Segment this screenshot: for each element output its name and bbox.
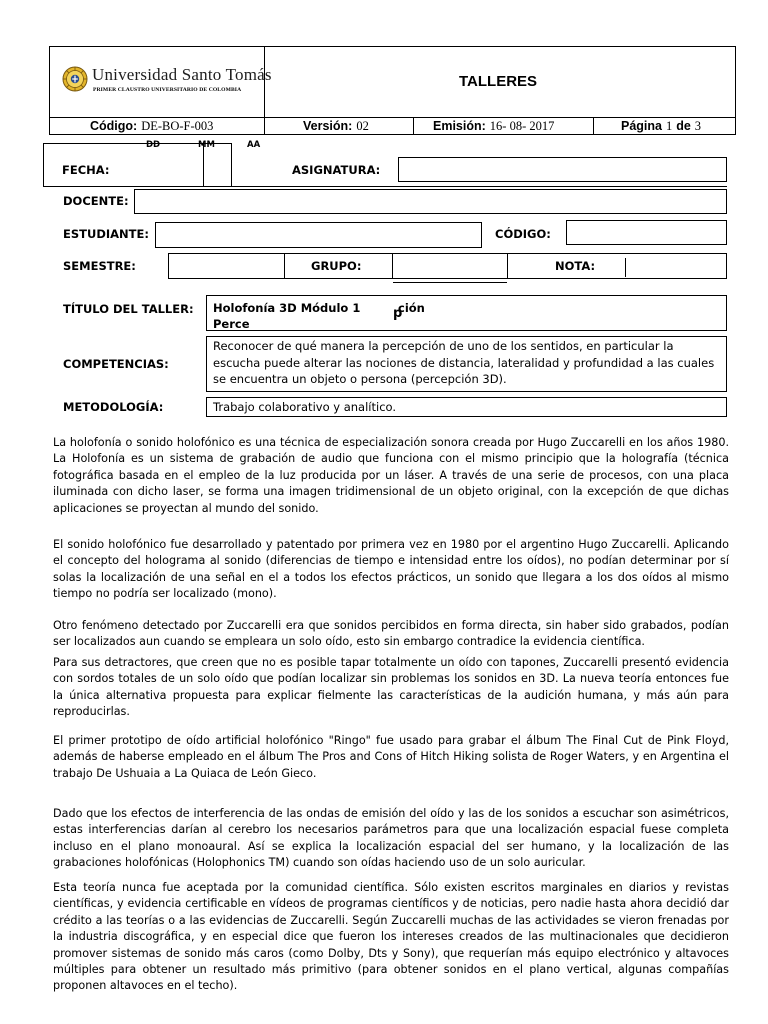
header-divider-3: [593, 117, 594, 135]
version-cell: [303, 118, 369, 134]
codigo-value: DE-BO-F-003: [141, 119, 214, 133]
emision-cell: [433, 118, 554, 134]
version-label: Versión:: [303, 119, 353, 133]
university-name: Universidad Santo Tomás: [92, 65, 272, 84]
docente-label: DOCENTE:: [63, 194, 129, 208]
metodologia-text: Trabajo colaborativo y analítico.: [213, 400, 397, 414]
pagina-de: de: [676, 119, 691, 133]
paragraph-4: Para sus detractores, que creen que no es posible tapar totalmente un oído con tapones, Zuccarelli presentó evidencia con sordos totales de un solo oído que podían localizar sin problemas los sonidos en 3D. La nueva teoría entonces fue la única alternativa propuesta para explicar fielmente las características de la audición humana, y más aún para reproducirlas.: [53, 656, 729, 719]
metodologia-label: METODOLOGÍA:: [63, 400, 164, 414]
emision-label: Emisión:: [433, 119, 486, 133]
paragraph-2: El sonido holofónico fue desarrollado y patentado por primera vez en 1980 por el argentino Hugo Zuccarelli. Aplicando el concepto del holograma al sonido (diferencias de tiempo e intensidad entre los oídos), no podían determinar por sí solas la localización de una señal en el a todos los efectos prácticos, un sonido que llegara a los dos oídos al mismo tiempo no podría ser localizado (mono).: [53, 538, 729, 601]
titulo-label: TÍTULO DEL TALLER:: [63, 302, 194, 316]
version-value: 02: [356, 119, 369, 133]
estudiante-field[interactable]: [155, 222, 482, 248]
paragraph-7: Esta teoría nunca fue aceptada por la comunidad científica. Sólo existen escritos marginales en diarios y revistas científicas, y evidencia certificable en vídeos de programas científicos y de noticias, pero nadie hasta ahora decidió dar crédito a las teorías o a las evidencias de Zuccarelli. Según Zuccarelli muchas de las actividades se vieron frenadas por la industria discográfica, y en especial dice que fueron los intereses creados de las multinacionales que decidieron promover sistemas de sonido más caros (como Dolby, Dts y Sony), que requerían más equipo electrónico y altavoces múltiples para obtener un resultado más primitivo (para obtener sonidos en el plano vertical, algunas compañías proponen altavoces en el techo).: [53, 881, 729, 993]
pagina-cell: [621, 118, 701, 134]
docente-rule: [49, 186, 727, 187]
asignatura-label: ASIGNATURA:: [292, 163, 381, 177]
estudiante-label: ESTUDIANTE:: [63, 227, 149, 241]
nota-divider: [507, 253, 508, 279]
competencias-label: COMPETENCIAS:: [63, 357, 169, 371]
titulo-line2: Perce: [213, 317, 250, 331]
fecha-dd-label: DD: [146, 140, 161, 150]
grupo-underline: [393, 282, 507, 283]
pagina-num: 1: [665, 119, 673, 133]
fecha-aa-label: AA: [247, 140, 261, 150]
pagina-total: 3: [694, 119, 702, 133]
paragraph-6: Dado que los efectos de interferencia de las ondas de emisión del oído y las de los sonidos a escuchar son asimétricos, estas interferencias darían al cerebro los necesarios parámetros para que una localización espacial fuese completa incluso en el plano monoaural. Así se explica la localización espacial del ser humano, y la localización de las grabaciones holofónicas (Holophonics TM) cuando son oídas haciendo uso de un solo auricular.: [53, 807, 729, 870]
emision-value: 16- 08- 2017: [489, 119, 555, 133]
codigo-label: Código:: [90, 119, 138, 133]
docente-field[interactable]: [134, 189, 727, 214]
grupo-field-divider: [392, 253, 393, 279]
codigo-field-label: CÓDIGO:: [495, 227, 551, 241]
codigo-field[interactable]: [566, 220, 727, 245]
university-subtitle: PRIMER CLAUSTRO UNIVERSITARIO DE COLOMBIA: [93, 87, 242, 93]
paragraph-5: El primer prototipo de oído artificial holofónico "Ringo" fue usado para grabar el álbum The Final Cut de Pink Floyd, además de haberse empleado en el álbum The Pros and Cons of Hitch Hiking solista de Roger Waters, y en Argentina el trabajo De Ushuaia a La Quiaca de León Gieco.: [53, 734, 729, 780]
header-divider-2: [413, 117, 414, 135]
semestre-label: SEMESTRE:: [63, 259, 136, 273]
codigo-cell: [90, 118, 213, 134]
titulo-line1: Holofonía 3D Módulo 1: [213, 301, 361, 315]
grupo-divider: [284, 253, 285, 279]
pagina-label: Página: [621, 119, 662, 133]
semestre-field[interactable]: [168, 253, 727, 279]
paragraph-3: Otro fenómeno detectado por Zuccarelli era que sonidos percibidos en forma directa, sin haber sido grabados, podían ser localizados aun cuando se empleara un solo oído, esto sin embargo contradice la evidencia científica.: [53, 619, 729, 649]
grupo-label: GRUPO:: [311, 259, 362, 273]
header-divider-1: [264, 117, 265, 135]
asignatura-field[interactable]: [398, 157, 727, 182]
document-title: TALLERES: [459, 73, 538, 90]
university-seal-icon: [62, 66, 88, 92]
fecha-mm-label: MM: [198, 140, 215, 150]
titulo-p: p: [393, 306, 403, 321]
nota-label: NOTA:: [555, 259, 596, 273]
fecha-label: FECHA:: [62, 163, 110, 177]
titulo-cion: ción: [398, 301, 425, 315]
paragraph-1: La holofonía o sonido holofónico es una técnica de especialización sonora creada por Hugo Zuccarelli en los años 1980. La Holofonía es un sistema de grabación de audio que funciona con el mismo principio que la holografía (técnica fotográfica basada en el empleo de la luz producida por un láser. A través de una serie de procesos, con una placa iluminada con dicho laser, se forma una imagen tridimensional de un objeto original, con la excepción de que dichas aplicaciones se proyectan al mundo del sonido.: [53, 436, 729, 515]
competencias-text: Reconocer de qué manera la percepción de uno de los sentidos, en particular la escucha puede alterar las nociones de distancia, lateralidad y profundidad a las cuales se encuentra un objeto o persona (percepción 3D).: [213, 339, 715, 386]
nota-field-divider: [625, 258, 626, 277]
